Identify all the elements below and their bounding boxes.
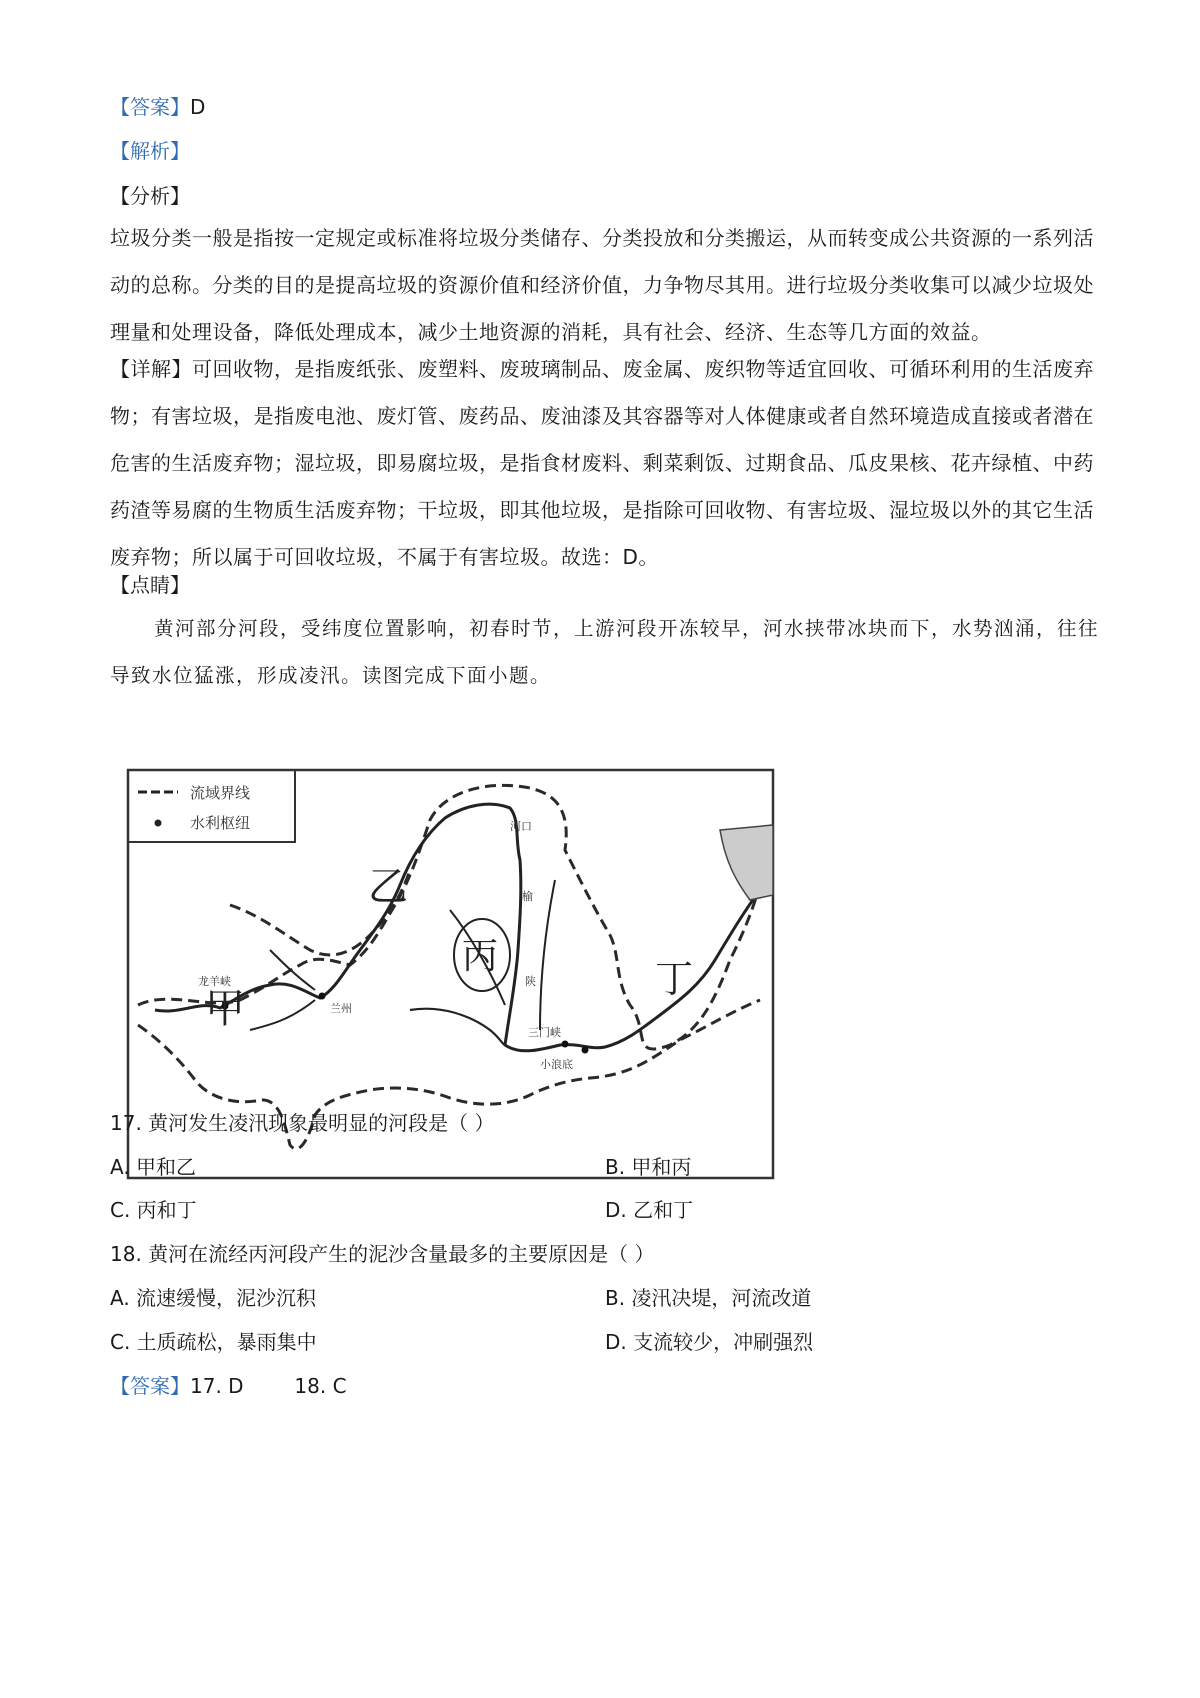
analysis-line <box>110 136 190 166</box>
detail-paragraph <box>110 346 1100 581</box>
q18-option-c[interactable]: C. 土质疏松，暴雨集中 <box>110 1330 317 1354</box>
place-lanzhou: 兰州 <box>330 1002 352 1015</box>
place-longyangxia: 龙羊峡 <box>198 975 231 988</box>
q17-option-d[interactable]: D. 乙和丁 <box>605 1198 694 1222</box>
detail-text: 可回收物，是指废纸张、废塑料、废玻璃制品、废金属、废织物等适宜回收、可循环利用的生活废弃物；有害垃圾，是指废电池、废灯管、废药品、废油漆及其容器等对人体健康或者自然环境造成直接或者潜在危害的生活废弃物；湿垃圾，即易腐垃圾，是指食材废料、剩菜剩饭、过期食品、瓜皮果核、花卉绿植、中药药渣等易腐的生物质生活废弃物；干垃圾，即其他垃圾，是指除可回收物、有害垃圾、湿垃圾以外的其它生活废弃物；所以属于可回收垃圾，不属于有害垃圾。故选：D。 <box>110 357 1094 569</box>
q17-option-b[interactable]: B. 甲和丙 <box>605 1155 692 1179</box>
region-label-yi: 乙 <box>368 864 408 910</box>
dianjing-tag: 【点睛】 <box>110 573 190 597</box>
answer-value: D <box>190 95 206 119</box>
question-17-stem: 17. 黄河发生凌汛现象最明显的河段是（ ） <box>110 1111 495 1135</box>
legend-dam-symbol <box>155 820 162 827</box>
question-passage: 黄河部分河段，受纬度位置影响，初春时节，上游河段开冻较早，河水挟带冰块而下，水势汹涌，往往导致水位猛涨，形成凌汛。读图完成下面小题。 <box>110 617 1100 687</box>
dam-xiaolangdi <box>582 1047 589 1054</box>
question-18-stem: 18. 黄河在流经丙河段产生的泥沙含量最多的主要原因是（ ） <box>110 1242 655 1266</box>
fenxi-heading <box>110 181 190 211</box>
dianjing-heading <box>110 570 190 600</box>
place-yu: 榆 <box>522 890 533 903</box>
answer-tag-2: 【答案】 <box>110 1374 190 1398</box>
answer-value-2: 17. D 18. C <box>190 1374 347 1398</box>
legend-dam-label: 水利枢纽 <box>190 814 251 832</box>
fenxi-tag: 【分析】 <box>110 184 190 208</box>
dam-sanmenxia <box>562 1041 569 1048</box>
detail-tag: 【详解】 <box>110 357 192 381</box>
region-label-ding: 丁 <box>655 957 694 1001</box>
q17-option-a[interactable]: A. 甲和乙 <box>110 1155 197 1179</box>
analysis-tag: 【解析】 <box>110 139 190 163</box>
q18-option-d[interactable]: D. 支流较少，冲刷强烈 <box>605 1330 814 1354</box>
place-hekou: 河口 <box>510 820 532 833</box>
place-shan: 陕 <box>525 975 536 988</box>
place-sanmenxia: 三门峡 <box>528 1026 561 1039</box>
answer-line-1 <box>110 92 205 122</box>
q18-option-b[interactable]: B. 凌汛决堤，河流改道 <box>605 1286 812 1310</box>
legend-boundary-label: 流域界线 <box>190 784 251 802</box>
place-xiaolangdi: 小浪底 <box>540 1058 573 1071</box>
fenxi-paragraph: 垃圾分类一般是指按一定规定或标准将垃圾分类储存、分类投放和分类搬运，从而转变成公共资源的一系列活动的总称。分类的目的是提高垃圾的资源价值和经济价值，力争物尽其用。进行垃圾分类收集可以减少垃圾处理量和处理设备，降低处理成本，减少土地资源的消耗，具有社会、经济、生态等几方面的效益。 <box>110 226 1094 344</box>
dam-lanzhou <box>319 993 326 1000</box>
q18-option-a[interactable]: A. 流速缓慢，泥沙沉积 <box>110 1286 317 1310</box>
q17-option-c[interactable]: C. 丙和丁 <box>110 1198 197 1222</box>
region-label-jia: 甲 <box>205 986 245 1032</box>
answer-line-2 <box>110 1371 347 1401</box>
region-label-bing: 丙 <box>462 936 499 977</box>
answer-tag: 【答案】 <box>110 95 190 119</box>
